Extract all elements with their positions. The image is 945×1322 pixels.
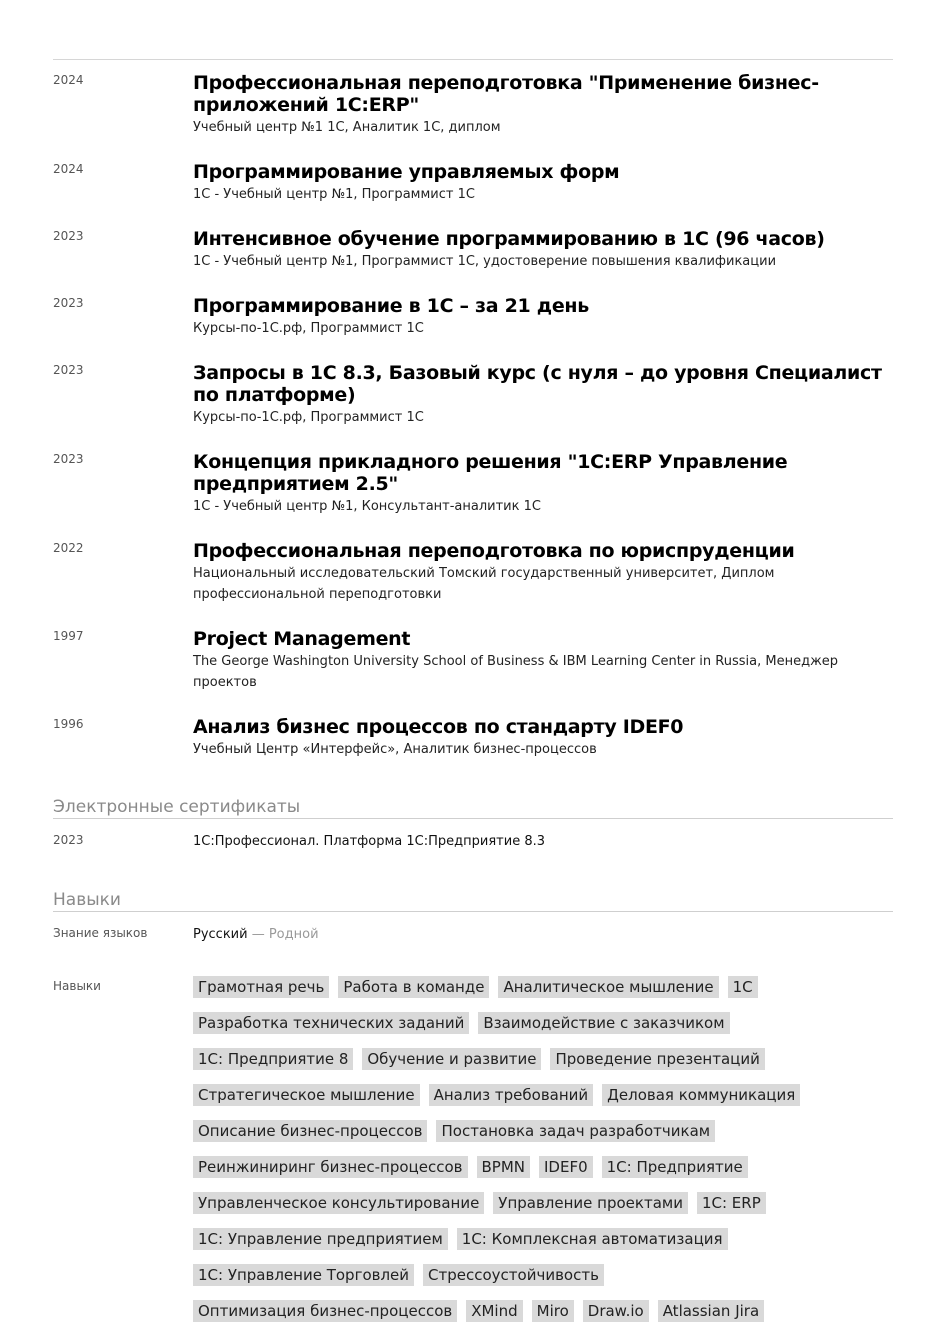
skill-tag: Деловая коммуникация: [602, 1084, 800, 1106]
top-divider: [53, 59, 893, 60]
education-title: Анализ бизнес процессов по стандарту IDEF0: [193, 716, 684, 738]
education-year: 2023: [53, 296, 84, 310]
skill-tag: Atlassian Jira: [658, 1300, 764, 1322]
skill-tag: Аналитическое мышление: [498, 976, 718, 998]
skills-label: Навыки: [53, 979, 101, 993]
skills-tag-list: [193, 976, 893, 1322]
certificates-heading: Электронные сертификаты: [53, 796, 893, 819]
education-title: Программирование управляемых форм: [193, 161, 620, 183]
skill-tag: Проведение презентаций: [550, 1048, 764, 1070]
education-year: 2022: [53, 541, 84, 555]
skill-tag: XMind: [466, 1300, 522, 1322]
skill-tag: 1С: Комплексная автоматизация: [457, 1228, 728, 1250]
skill-tag: 1С: ERP: [697, 1192, 766, 1214]
education-item: [53, 451, 893, 517]
education-title: Профессиональная переподготовка "Применение бизнес-приложений 1С:ERP": [193, 72, 819, 116]
language-level: Родной: [268, 927, 319, 942]
skill-tag: Стратегическое мышление: [193, 1084, 420, 1106]
skills-heading: Навыки: [53, 889, 893, 912]
skill-tag: Анализ требований: [429, 1084, 594, 1106]
education-year: 2024: [53, 73, 84, 87]
education-subtitle: Учебный центр №1 1С, Аналитик 1С, диплом: [193, 120, 501, 135]
education-title: Концепция прикладного решения "1С:ERP Управление предприятием 2.5": [193, 451, 788, 495]
certificate-name: 1С:Профессионал. Платформа 1С:Предприятие 8.3: [193, 834, 545, 849]
skill-tag: Разработка технических заданий: [193, 1012, 469, 1034]
skill-tag: Взаимодействие с заказчиком: [478, 1012, 729, 1034]
education-subtitle: Национальный исследовательский Томский государственный университет, Диплом профессиональной переподготовки: [193, 566, 775, 602]
skill-tag: Управление проектами: [493, 1192, 688, 1214]
skill-tag: 1С: Управление Торговлей: [193, 1264, 414, 1286]
skill-tag: Реинжиниринг бизнес-процессов: [193, 1156, 468, 1178]
education-item: [53, 628, 893, 693]
education-title: Запросы в 1С 8.3, Базовый курс (с нуля – до уровня Специалист по платформе): [193, 362, 882, 406]
education-item: [53, 362, 893, 428]
education-item: [53, 716, 893, 760]
languages-value: [193, 926, 319, 944]
skill-tag: Стрессоустойчивость: [423, 1264, 604, 1286]
education-year: 1997: [53, 629, 84, 643]
skill-tag: 1С: [728, 976, 758, 998]
education-subtitle: Курсы-по-1С.рф, Программист 1С: [193, 410, 424, 425]
education-title: Интенсивное обучение программированию в 1С (96 часов): [193, 228, 825, 250]
education-title: Project Management: [193, 628, 411, 650]
education-subtitle: 1С - Учебный центр №1, Программист 1С, удостоверение повышения квалификации: [193, 254, 777, 269]
education-year: 2023: [53, 363, 84, 377]
education-subtitle: The George Washington University School of Business & IBM Learning Center in Russia, Менеджер проектов: [193, 654, 839, 690]
skill-tag: Работа в команде: [338, 976, 489, 998]
certificate-year: 2023: [53, 833, 84, 847]
education-title: Профессиональная переподготовка по юриспруденции: [193, 540, 795, 562]
education-subtitle: Курсы-по-1С.рф, Программист 1С: [193, 321, 424, 336]
education-year: 2023: [53, 452, 84, 466]
skill-tag: 1С: Управление предприятием: [193, 1228, 448, 1250]
education-subtitle: Учебный Центр «Интерфейс», Аналитик бизнес-процессов: [193, 742, 597, 757]
education-item: [53, 72, 893, 138]
skill-tag: IDEF0: [539, 1156, 593, 1178]
skill-tag: BPMN: [477, 1156, 531, 1178]
skill-tag: Оптимизация бизнес-процессов: [193, 1300, 457, 1322]
education-item: [53, 295, 893, 339]
skill-tag: Draw.io: [583, 1300, 649, 1322]
education-subtitle: 1С - Учебный центр №1, Консультант-аналитик 1С: [193, 499, 541, 514]
language-name: Русский: [193, 927, 248, 942]
education-list: [53, 72, 893, 783]
skill-tag: 1С: Предприятие 8: [193, 1048, 353, 1070]
education-item: [53, 540, 893, 605]
education-item: [53, 161, 893, 205]
education-year: 1996: [53, 717, 84, 731]
skill-tag: Miro: [532, 1300, 574, 1322]
skill-tag: 1С: Предприятие: [602, 1156, 748, 1178]
education-year: 2023: [53, 229, 84, 243]
languages-label: Знание языков: [53, 926, 148, 940]
skill-tag: Обучение и развитие: [362, 1048, 541, 1070]
education-year: 2024: [53, 162, 84, 176]
skill-tag: Грамотная речь: [193, 976, 329, 998]
skill-tag: Управленческое консультирование: [193, 1192, 484, 1214]
education-subtitle: 1С - Учебный центр №1, Программист 1С: [193, 187, 475, 202]
skill-tag: Постановка задач разработчикам: [436, 1120, 715, 1142]
education-title: Программирование в 1С – за 21 день: [193, 295, 589, 317]
education-item: [53, 228, 893, 272]
skill-tag: Описание бизнес-процессов: [193, 1120, 427, 1142]
language-separator: —: [247, 927, 269, 942]
